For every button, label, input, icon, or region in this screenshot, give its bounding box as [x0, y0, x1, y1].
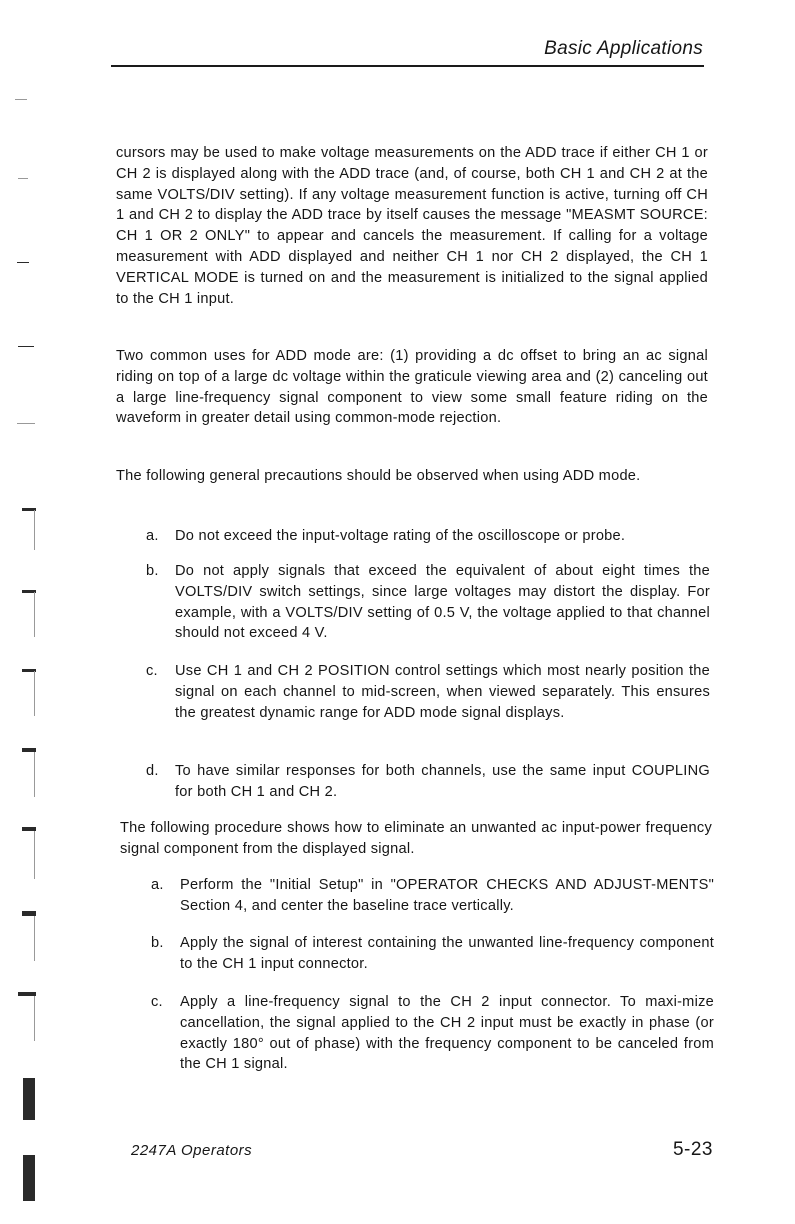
paragraph-add-uses: Two common uses for ADD mode are: (1) providing a dc offset to bring an ac signal riding on top of a large dc voltage within the graticule viewing area and (2) canceling out a large line-frequency signal component to view some small feature riding on the waveform in greater detail using common-mode rejection.: [116, 348, 708, 427]
header-title: Basic Applications: [544, 38, 703, 59]
list-item-text: To have similar responses for both channels, use the same input COUPLING for both CH 1 and CH 2.: [175, 763, 710, 800]
list-item-label: c.: [146, 663, 158, 679]
list-item-text: Perform the "Initial Setup" in "OPERATOR CHECKS AND ADJUST-MENTS" Section 4, and center the baseline trace vertically.: [180, 877, 714, 914]
list-item-label: a.: [146, 528, 159, 544]
paragraph-add-cursors: cursors may be used to make voltage measurements on the ADD trace if either CH 1 or CH 2 is displayed along with the ADD trace (and, of course, both CH 1 and CH 2 at the same VOLTS/DIV setting). If any voltage measurement function is active, turning off CH 1 and CH 2 to display the ADD trace by itself causes the message "MEASMT SOURCE: CH 1 OR 2 ONLY" to appear and cancels the measurement. If calling for a voltage measurement with ADD displayed and neither CH 1 nor CH 2 displayed, the CH 1 VERTICAL MODE is turned on and the measurement is initialized to the signal applied to the CH 1 input.: [116, 145, 708, 307]
list-item-label: b.: [146, 563, 159, 579]
paragraph-precautions-intro: The following general precautions should be observed when using ADD mode.: [116, 468, 641, 484]
list-item-label: b.: [151, 935, 164, 951]
header-rule: [111, 65, 704, 67]
list-item-text: Do not apply signals that exceed the equivalent of about eight times the VOLTS/DIV switch settings, since large voltages may distort the display. For example, with a VOLTS/DIV setting of 0.5 V, the voltage applied to that channel should not exceed 4 V.: [175, 563, 710, 642]
list-item-label: a.: [151, 877, 164, 893]
page-number: 5-23: [672, 1139, 713, 1160]
list-item-label: c.: [151, 994, 163, 1010]
paragraph-procedure-intro: The following procedure shows how to eliminate an unwanted ac input-power frequency signal component from the displayed signal.: [120, 820, 712, 857]
list-item-text: Apply a line-frequency signal to the CH 2 input connector. To maxi-mize cancellation, the signal applied to the CH 2 input must be exactly in phase (or exactly 180° out of phase) with the frequency component to be canceled from the CH 1 signal.: [180, 994, 714, 1073]
list-item-label: d.: [146, 763, 159, 779]
list-item-text: Apply the signal of interest containing the unwanted line-frequency component to the CH 1 input connector.: [180, 935, 714, 972]
list-item-text: Use CH 1 and CH 2 POSITION control settings which most nearly position the signal on each channel to mid-screen, when viewed separately. This ensures the greatest dynamic range for ADD mode signal displays.: [175, 663, 710, 721]
footer-manual-name: 2247A Operators: [131, 1142, 253, 1159]
list-item-text: Do not exceed the input-voltage rating of the oscilloscope or probe.: [175, 528, 626, 544]
